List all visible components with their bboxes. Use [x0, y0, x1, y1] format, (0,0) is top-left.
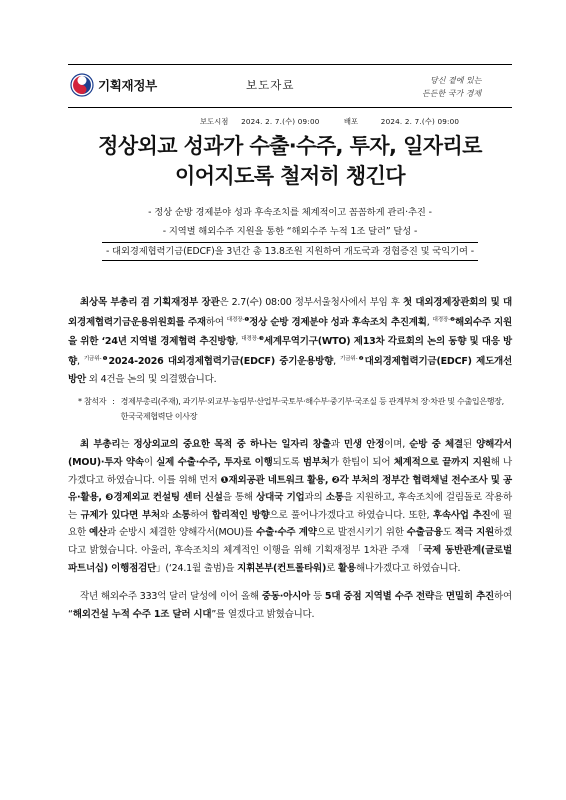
p3-c8: 해외건설 누적 수주 1조 달러 시대: [72, 608, 212, 620]
p2-a22: 을 지원하고, 후속조치에 걸림돌로 작용하는: [68, 492, 512, 521]
p1-s7: 해외수주 지원을 위한 ‘24년 지역별 경제협력 추진방향: [68, 316, 512, 348]
logo-text: 기획재정부: [98, 78, 157, 93]
p3-c9: ”를 열겠다고 밝혔습니다.: [211, 608, 315, 620]
article-body: [68, 294, 512, 623]
p1-s13: 대외경제협력기금(EDCF) 제도개선 방안: [68, 356, 512, 385]
p2-a13: 범부처: [302, 457, 330, 469]
distribution-value: 2024. 2. 7.(수) 09:00: [380, 117, 460, 126]
p2-a41: 지휘본부(컨트롤타워): [237, 562, 327, 574]
p2-a44: 해나가겠다고 하였습니다.: [355, 562, 461, 574]
p1-tag4: 기금위-❶: [83, 356, 109, 363]
p2-a36: 도: [442, 527, 455, 539]
p2-a40: 」(‘24.1월 출범)을: [156, 562, 238, 574]
p1-tag2: 대경장-❷: [432, 316, 455, 323]
p1-s14: 외 4건을 논의 및 의결했습니다.: [85, 373, 217, 385]
p2-a5: 민생 안정: [343, 439, 385, 451]
headline-line-2: 이어지도록 철저히 챙긴다: [175, 164, 405, 188]
embargo-value: 2024. 2. 7.(수) 09:00: [241, 117, 320, 126]
release-info: [200, 117, 459, 127]
p2-a27: 합리적인 방향: [211, 509, 270, 521]
p2-a42: 로: [326, 562, 338, 574]
p2-a14: 가 한팀이 되어: [329, 457, 394, 469]
p3-c5: 을: [434, 591, 446, 603]
p2-a17: ❶재외공관 네트워크 활용, ❷각 부처의 정부간 협력채널 전수조사 및 공유·활용, ❸경제외교 컨설팅 센터 신설: [68, 474, 512, 504]
p2-a21: 소통: [325, 492, 344, 504]
p2-a18: 을 통해: [222, 492, 257, 504]
p2-a12: 되도록: [272, 457, 303, 469]
p2-a7: 순방 중 체결: [409, 439, 463, 451]
p2-a3: 정상외교의 중요한 목적 중 하나는 일자리 창출: [133, 439, 331, 451]
p1-s4: 하여: [205, 316, 227, 328]
p2-a33: 수출·수주 계약: [256, 527, 317, 539]
p2-a19: 상대국 기업: [256, 492, 305, 504]
p2-a24: 와: [159, 509, 173, 521]
p2-a32: 과 순방시 체결한 양해각서(MOU)를: [107, 527, 257, 539]
p1-s2: 은 2.7(수) 08:00 정부서울청사에서 부임 후: [219, 297, 403, 308]
headline: [68, 131, 512, 191]
p2-a2: 는: [120, 439, 134, 451]
p1-tag3: 대경장-❸: [241, 336, 264, 343]
p2-a4: 과: [330, 439, 344, 451]
p1-s8: ,: [235, 336, 242, 348]
p2-a20: 과의: [304, 492, 326, 504]
note-label: * 참석자: [78, 397, 107, 407]
p2-a23: 규제가 있다면 부처: [80, 509, 160, 521]
p1-s6: ,: [426, 316, 433, 328]
slogan-handwriting: [420, 70, 506, 102]
paragraph-3: [68, 588, 512, 623]
p2-a26: 하여: [190, 509, 212, 521]
subtitle-3: - 대외경제협력기금(EDCF)을 3년간 총 13.8조원 지원하여 개도국과 경협증진 및 국익기여 -: [102, 242, 478, 261]
p2-a8: 된: [462, 439, 477, 451]
p3-c3: 등: [310, 591, 325, 603]
p3-c1: 작년 해외수주 333억 달러 달성에 이어 올해: [80, 591, 262, 603]
p1-s3: 첫 대외경제장관회의 및 대외경제협력기금운용위원회를 주재: [68, 297, 512, 328]
taegeuk-logo-icon: [70, 73, 94, 97]
subtitle-2: - 지역별 해외수주 지원을 통한 “해외수주 누적 1조 달러” 달성 -: [162, 226, 418, 237]
p2-a6: 이며,: [384, 439, 410, 451]
p2-a34: 으로 발전시키기 위한: [316, 527, 407, 539]
paragraph-2: [68, 436, 512, 577]
p1-s11: 2024-2026 대외경제협력기금(EDCF) 중기운용방향: [108, 356, 334, 368]
p1-s12: ,: [333, 356, 340, 368]
p2-a11: 실제 수출·수주, 투자로 이행: [156, 457, 273, 469]
slogan-line-2: 든든한 국가 경제: [422, 89, 482, 98]
p2-a31: 예산: [89, 527, 108, 539]
p3-c6: 면밀히 추진: [445, 591, 495, 603]
p2-a35: 수출금융: [406, 527, 443, 539]
p3-c7: 하여 “: [68, 591, 513, 620]
p1-s9: 세계무역기구(WTO) 제13차 각료회의 논의 동향 및 대응 방향: [68, 336, 513, 368]
p1-s10: ,: [76, 356, 84, 368]
slogan-line-1: 당신 곁에 있는: [430, 76, 482, 85]
p2-a39: 국제 동반관계(글로벌 파트너십) 이행점검단: [68, 545, 512, 574]
ministry-logo: [70, 73, 157, 97]
note-colon: :: [112, 397, 115, 407]
headline-line-1: 정상외교 성과가 수출·수주, 투자, 일자리로: [98, 134, 482, 158]
subtitle-1: - 정상 순방 경제분야 성과 후속조치를 체계적이고 꼼꼼하게 관리·추진 -: [148, 207, 432, 218]
p1-tag1: 대경장-❶: [226, 316, 250, 323]
p1-s5: 정상 순방 경제분야 성과 후속조치 추진계획: [249, 316, 427, 328]
subtitles: [68, 203, 512, 261]
note-text: 경제부총리(주재), 과기부·외교부·농림부·산업부·국토부·해수부·중기부·국조실 등 관계부처 장·차관 및 수출입은행장, 한국국제협력단 이사장: [120, 397, 504, 422]
paragraph-1: [68, 294, 512, 388]
p2-a25: 소통: [172, 509, 191, 521]
p2-a29: 후속사업 추진: [432, 509, 491, 521]
attendees-note: [78, 394, 512, 424]
p2-a15: 체계적으로 끝까지 지원: [393, 457, 491, 469]
embargo-label: 보도시점: [200, 117, 229, 126]
p2-a9: 양해각서(MOU)·투자 약속: [68, 439, 513, 469]
doc-type-label: 보도자료: [246, 78, 295, 92]
p2-a43: 활용: [337, 562, 356, 574]
p2-a38: 하겠다고 밝혔습니다. 아울러, 후속조치의 체계적인 이행을 위해 기획재정부 1차관 주재 「: [68, 527, 512, 556]
p2-a16: 해 나가겠다고 하였습니다. 이를 위해 먼저: [68, 457, 512, 486]
p2-a28: 으로 풀어나가겠다고 하였습니다. 또한,: [269, 509, 433, 521]
p3-c4: 5대 중점 지역별 수주 전략: [324, 591, 434, 603]
p3-c2: 중동·아시아: [261, 591, 311, 603]
letterhead: [68, 64, 512, 108]
p2-a10: 이: [143, 457, 157, 469]
p2-a1: 최 부총리: [80, 439, 121, 451]
p1-tag5: 기금위-❷: [339, 356, 365, 363]
p1-s1: 최상목 부총리 겸 기획재정부 장관: [80, 297, 220, 308]
distribution-label: 배포: [344, 117, 359, 126]
p2-a37: 적극 지원: [454, 527, 495, 539]
p2-a30: 에 필요한: [68, 509, 512, 539]
